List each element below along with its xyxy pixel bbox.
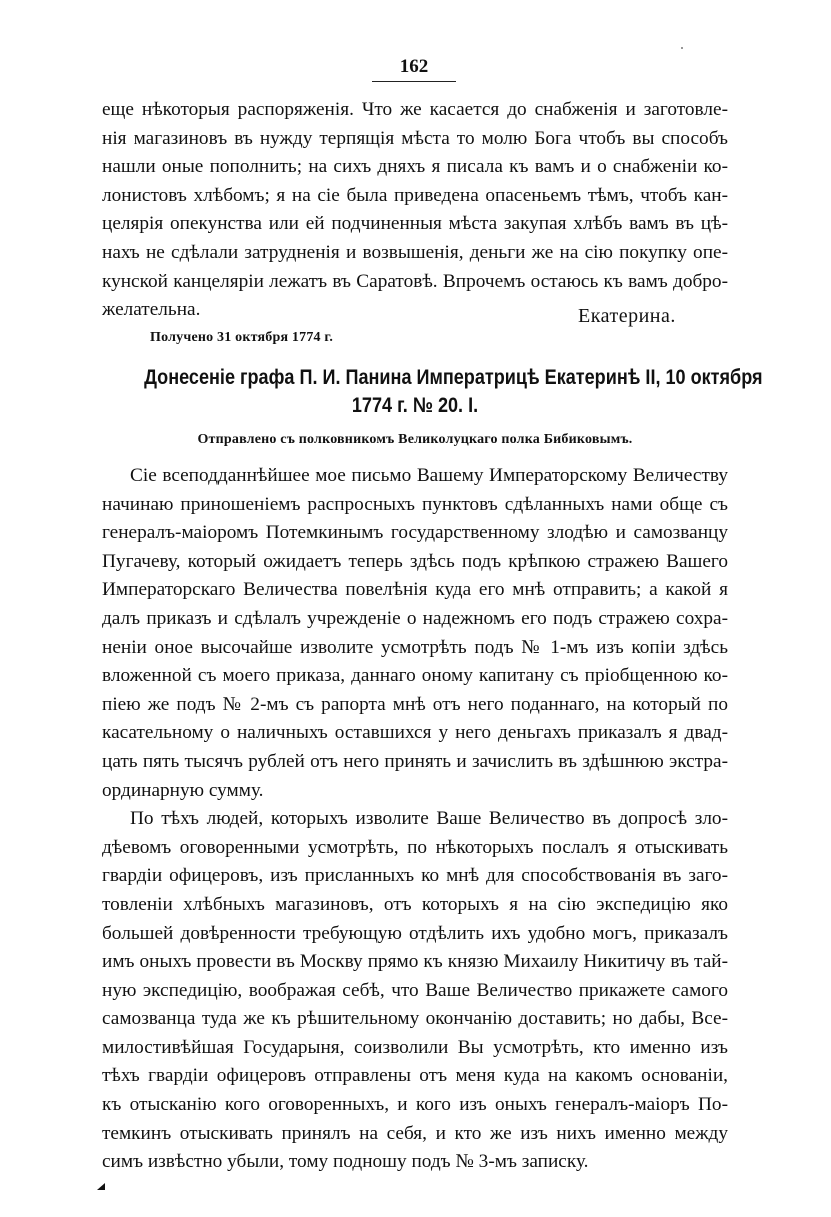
text-line: цать пять тысячъ рублей отъ него принять и зачислить въ здѣшнюю экстра- [102,750,728,772]
text-line: начинаю приношеніемъ распросныхъ пунктовъ сдѣланныхъ нами обще съ [102,493,728,515]
text-line: гвардіи офицеровъ, изъ присланныхъ ко мнѣ для способствованія въ заго- [102,865,728,887]
text-line: неніи оное высочайше изволите усмотрѣть подъ № 1-мъ изъ копіи здѣсь [102,636,728,658]
text-line: темкинъ отыскивать принялъ на себя, и кто же изъ нихъ именно между [102,1122,728,1144]
text-line: піею же подъ № 2-мъ съ рапорта мнѣ отъ него поданнаго, на который по [102,693,728,715]
paragraph [102,805,728,1177]
text-line: къ отысканію кого оговоренныхъ, и кого изъ оныхъ генералъ-маіоръ По- [102,1094,728,1116]
text-line: милостивѣйшая Государыня, соизволили Вы усмотрѣть, кто именно изъ [102,1036,728,1058]
dispatch-note: Отправлено съ полковникомъ Великолуцкаго полка Бибиковымъ. [197,432,633,447]
text-line: дѣевомъ оговоренными усмотрѣть, по нѣкоторыхъ послалъ я отыскивать [102,836,728,858]
report-body [102,462,728,1177]
text-line: ную экспедицію, воображая себѣ, что Ваше Величество прикажете самого [102,979,728,1001]
scan-corner-mark [97,1183,105,1190]
document-title-line: 1774 г. № 20. I. [351,394,479,417]
text-line: генералъ-маіоромъ Потемкинымъ государственному злодѣю и самозванцу [102,522,728,544]
text-line: лонистовъ хлѣбомъ; я на сіе была приведена опасеньемъ тѣмъ, чтобъ кан- [102,184,728,206]
text-line: касательному о наличныхъ оставшихся у него деньгахъ приказалъ я двад- [102,722,728,744]
page-header [372,56,456,82]
text-line: товленіи хлѣбныхъ магазиновъ, отъ которыхъ я на сію экспедицію яко [102,893,728,915]
document-title-line: Донесеніе графа П. И. Панина Императрицѣ Екатеринѣ II, 10 октября [144,366,763,389]
scan-speck [681,47,683,49]
text-line: Императорскаго Величества повелѣнія куда его мнѣ отправить; а какой я [102,579,728,601]
text-line: симъ извѣстно убыли, тому подношу подъ № 3-мъ записку. [102,1151,589,1173]
text-line: кунской канцеляріи лежатъ въ Саратовѣ. Впрочемъ остаюсь къ вамъ добро- [102,270,728,292]
text-line: желательна. [102,299,201,321]
text-line: ординарную сумму. [102,779,264,801]
text-line: целярія опекунства или ей подчиненныя мѣста закупая хлѣбъ вамъ въ цѣ- [102,213,728,235]
page-number-rule [372,81,456,82]
text-line: вложенной съ моего приказа, даннаго оному капитану съ пріобщенною ко- [102,665,728,687]
text-line: Сіе всеподданнѣйшее мое письмо Вашему Императорскому Величеству [130,465,728,486]
text-line: большей довѣренности требующую отдѣлить ихъ удобно могъ, приказалъ [102,922,728,944]
paragraph [102,462,728,805]
text-line: имъ оныхъ провести въ Москву прямо къ князю Михаилу Никитичу въ тай- [102,951,728,973]
document-title [144,364,763,420]
letter-continuation [102,96,728,325]
text-line: самозванца туда же къ рѣшительному окончанію доставить; но дабы, Все- [102,1008,728,1030]
text-line: нашли оные пополнить; на сихъ дняхъ я писала къ вамъ и о снабженіи ко- [102,156,728,178]
text-line: Пугачеву, который ожидаетъ теперь здѣсь подъ крѣпкою стражею Вашего [102,550,728,572]
letter-signature: Екатерина. [578,305,676,327]
text-line: нія магазиновъ въ нужду терпящія мѣста то молю Бога чтобъ вы способъ [102,127,728,149]
text-line: далъ приказъ и сдѣлалъ учрежденіе о надежномъ его подъ стражею сохра- [102,607,728,629]
text-line: нахъ не сдѣлали затрудненія и возвышенія, деньги же на сію покупку опе- [102,241,728,263]
text-line: По тѣхъ людей, которыхъ изволите Ваше Величество въ допросѣ зло- [130,808,728,830]
received-note: Получено 31 октября 1774 г. [150,330,334,345]
page-number: 162 [399,56,429,77]
text-line: тѣхъ гвардіи офицеровъ отправлены отъ меня куда на какомъ основаніи, [102,1065,728,1087]
text-line: еще нѣкоторыя распоряженія. Что же касается до снабженія и заготовле- [102,99,728,120]
